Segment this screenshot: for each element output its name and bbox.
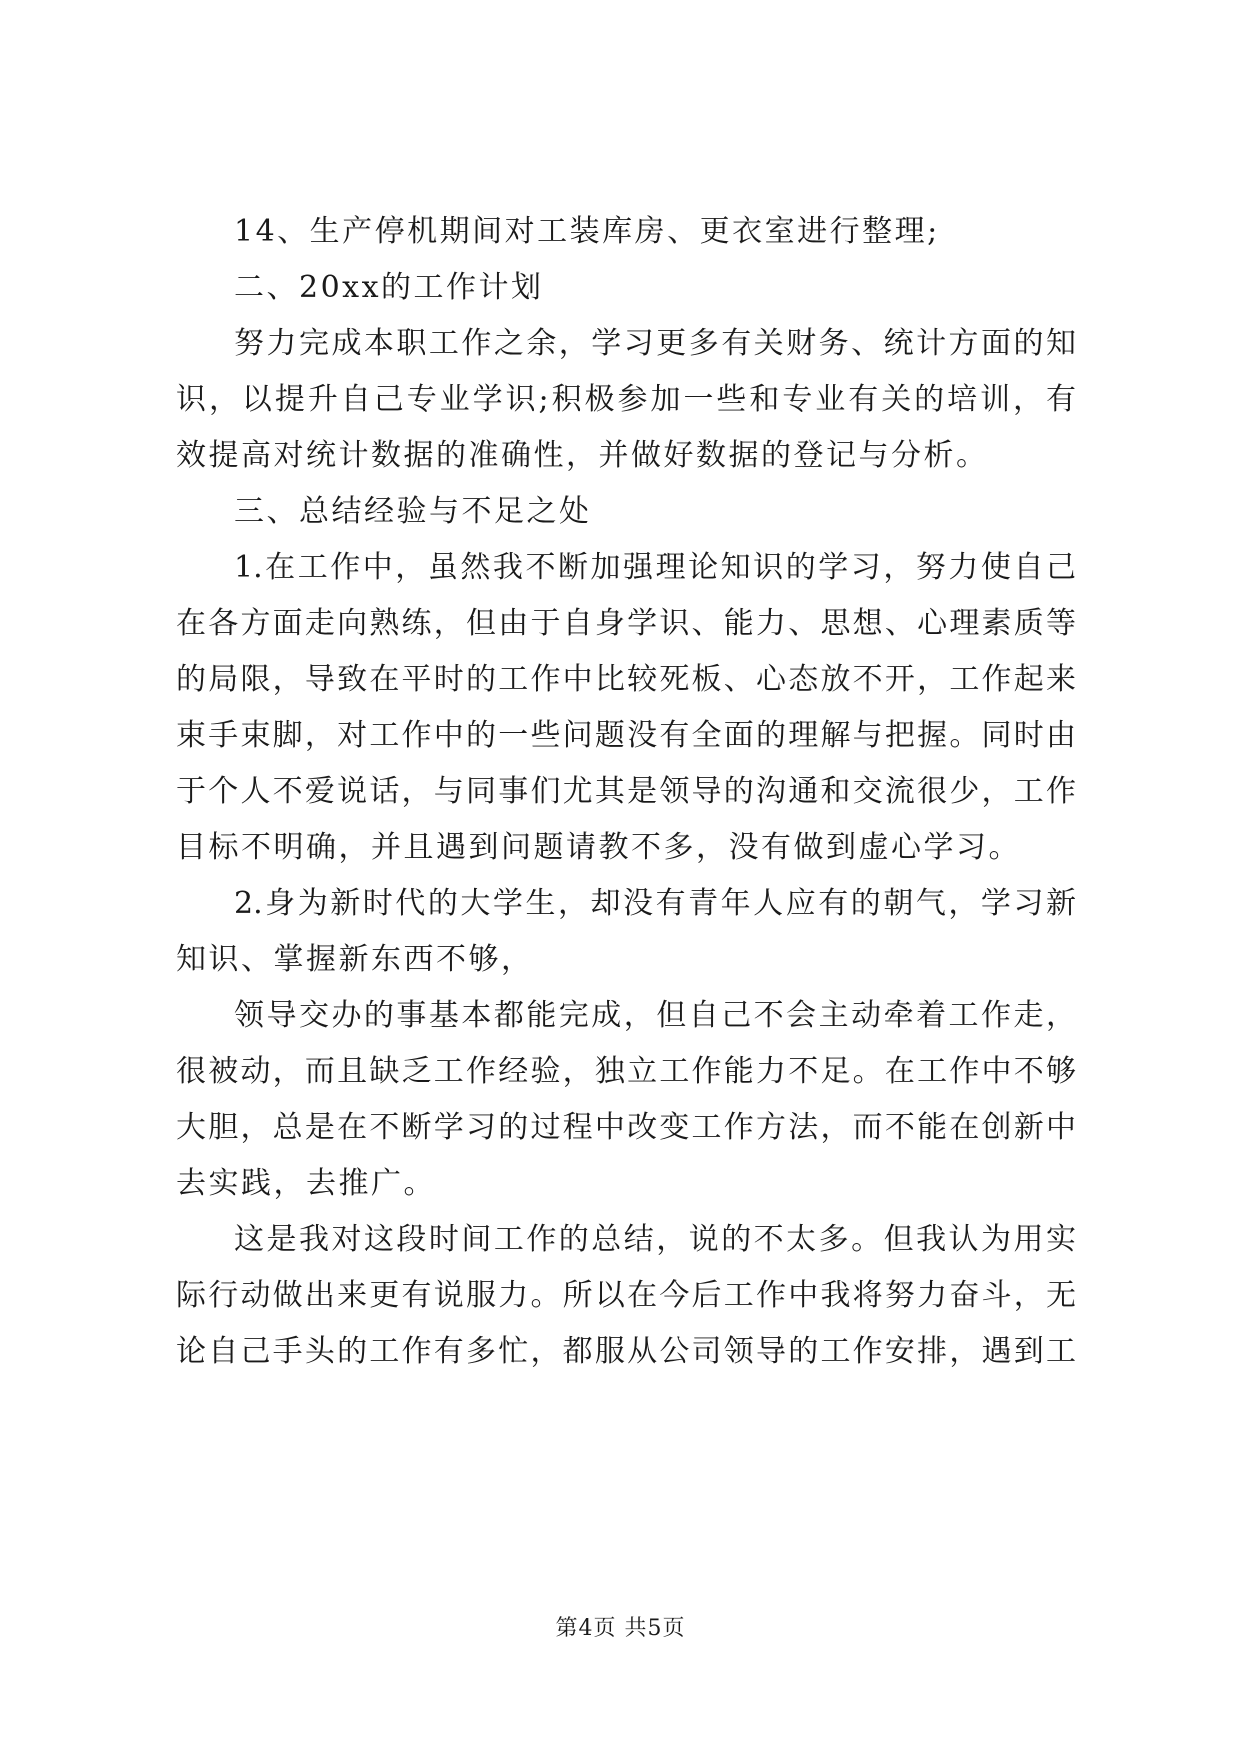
text-line-17: 大胆，总是在不断学习的过程中改变工作方法，而不能在创新中: [176, 1110, 1076, 1145]
page-footer: 第4页 共5页: [555, 1616, 686, 1641]
text-line-19: 这是我对这段时间工作的总结，说的不太多。但我认为用实: [234, 1222, 1076, 1257]
text-line-13: 2.身为新时代的大学生，却没有青年人应有的朝气，学习新: [234, 886, 1076, 921]
text-line-11: 于个人不爱说话，与同事们尤其是领导的沟通和交流很少，工作: [176, 774, 1076, 809]
text-line-21: 论自己手头的工作有多忙，都服从公司领导的工作安排，遇到工: [176, 1334, 1076, 1369]
text-line-4: 识，以提升自己专业学识;积极参加一些和专业有关的培训，有: [176, 382, 1076, 417]
section-heading-summary: 三、总结经验与不足之处: [234, 494, 592, 529]
text-line-18: 去实践，去推广。: [176, 1166, 436, 1201]
text-line-10: 束手束脚，对工作中的一些问题没有全面的理解与把握。同时由: [176, 718, 1076, 753]
text-line-9: 的局限，导致在平时的工作中比较死板、心态放不开，工作起来: [176, 662, 1076, 697]
text-line-15: 领导交办的事基本都能完成，但自己不会主动牵着工作走，: [234, 998, 1076, 1033]
text-line-5: 效提高对统计数据的准确性，并做好数据的登记与分析。: [176, 438, 989, 473]
text-line-20: 际行动做出来更有说服力。所以在今后工作中我将努力奋斗，无: [176, 1278, 1076, 1313]
text-line-8: 在各方面走向熟练，但由于自身学识、能力、思想、心理素质等: [176, 606, 1076, 641]
section-heading-plan: 二、20xx的工作计划: [234, 270, 544, 305]
text-line-7: 1.在工作中，虽然我不断加强理论知识的学习，努力使自己: [234, 550, 1076, 585]
text-line-12: 目标不明确，并且遇到问题请教不多，没有做到虚心学习。: [176, 830, 1021, 865]
text-line-14: 知识、掌握新东西不够，: [176, 942, 534, 977]
text-line-1: 14、生产停机期间对工装库房、更衣室进行整理;: [234, 214, 940, 249]
text-line-3: 努力完成本职工作之余，学习更多有关财务、统计方面的知: [234, 326, 1076, 361]
text-line-16: 很被动，而且缺乏工作经验，独立工作能力不足。在工作中不够: [176, 1054, 1076, 1089]
